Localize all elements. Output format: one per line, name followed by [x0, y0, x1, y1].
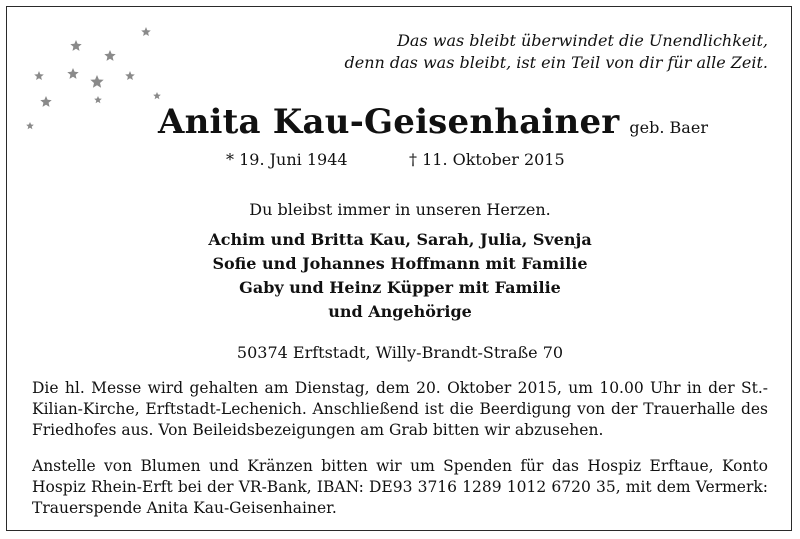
death-date: † 11. Oktober 2015 — [409, 150, 565, 169]
deceased-heading — [158, 102, 708, 142]
mourner-line: und Angehörige — [328, 302, 472, 321]
memorial-quote — [344, 30, 768, 74]
mourner-line: Gaby und Heinz Küpper mit Familie — [239, 278, 561, 297]
star-icon — [34, 71, 44, 80]
star-icon — [90, 75, 103, 88]
star-icon — [40, 96, 51, 107]
star-icon — [104, 50, 115, 61]
motto: Du bleibst immer in unseren Herzen. — [249, 200, 551, 219]
star-icon — [70, 40, 81, 51]
star-icon — [125, 71, 135, 80]
mourner-line: Sofie und Johannes Hoffmann mit Familie — [212, 254, 588, 273]
star-icon — [67, 68, 78, 79]
birth-name: geb. Baer — [629, 118, 708, 137]
mass-paragraph: Die hl. Messe wird gehalten am Dienstag, dem 20. Oktober 2015, um 10.00 Uhr in der St.-Kilian-Kirche, Erftstadt-Lechenich. Anschließend ist die Beerdigung von der Trauerhalle des Friedhofes aus. Von Beileidsbezeigungen am Grab bitten wir abzusehen. — [32, 379, 768, 439]
donation-paragraph: Anstelle von Blumen und Kränzen bitten wir um Spenden für das Hospiz Erftaue, Konto Hospiz Rhein-Erft bei der VR-Bank, IBAN: DE93 3716 1289 1012 6720 35, mit dem Vermerk: Trauerspende Anita Kau-Geisenhainer. — [32, 457, 768, 517]
quote-line-1: Das was bleibt überwindet die Unendlichkeit, — [397, 31, 768, 50]
star-icon — [141, 27, 151, 36]
address: 50374 Erftstadt, Willy-Brandt-Straße 70 — [236, 343, 564, 362]
mourner-line: Achim und Britta Kau, Sarah, Julia, Svenja — [208, 230, 592, 249]
star-icon — [153, 92, 161, 99]
star-icon — [26, 122, 34, 129]
star-icon — [94, 96, 102, 103]
mourners-list — [0, 228, 800, 324]
birth-date: * 19. Juni 1944 — [226, 150, 348, 169]
deceased-name: Anita Kau-Geisenhainer — [158, 102, 620, 142]
quote-line-2: denn das was bleibt, ist ein Teil von dir für alle Zeit. — [344, 53, 768, 72]
